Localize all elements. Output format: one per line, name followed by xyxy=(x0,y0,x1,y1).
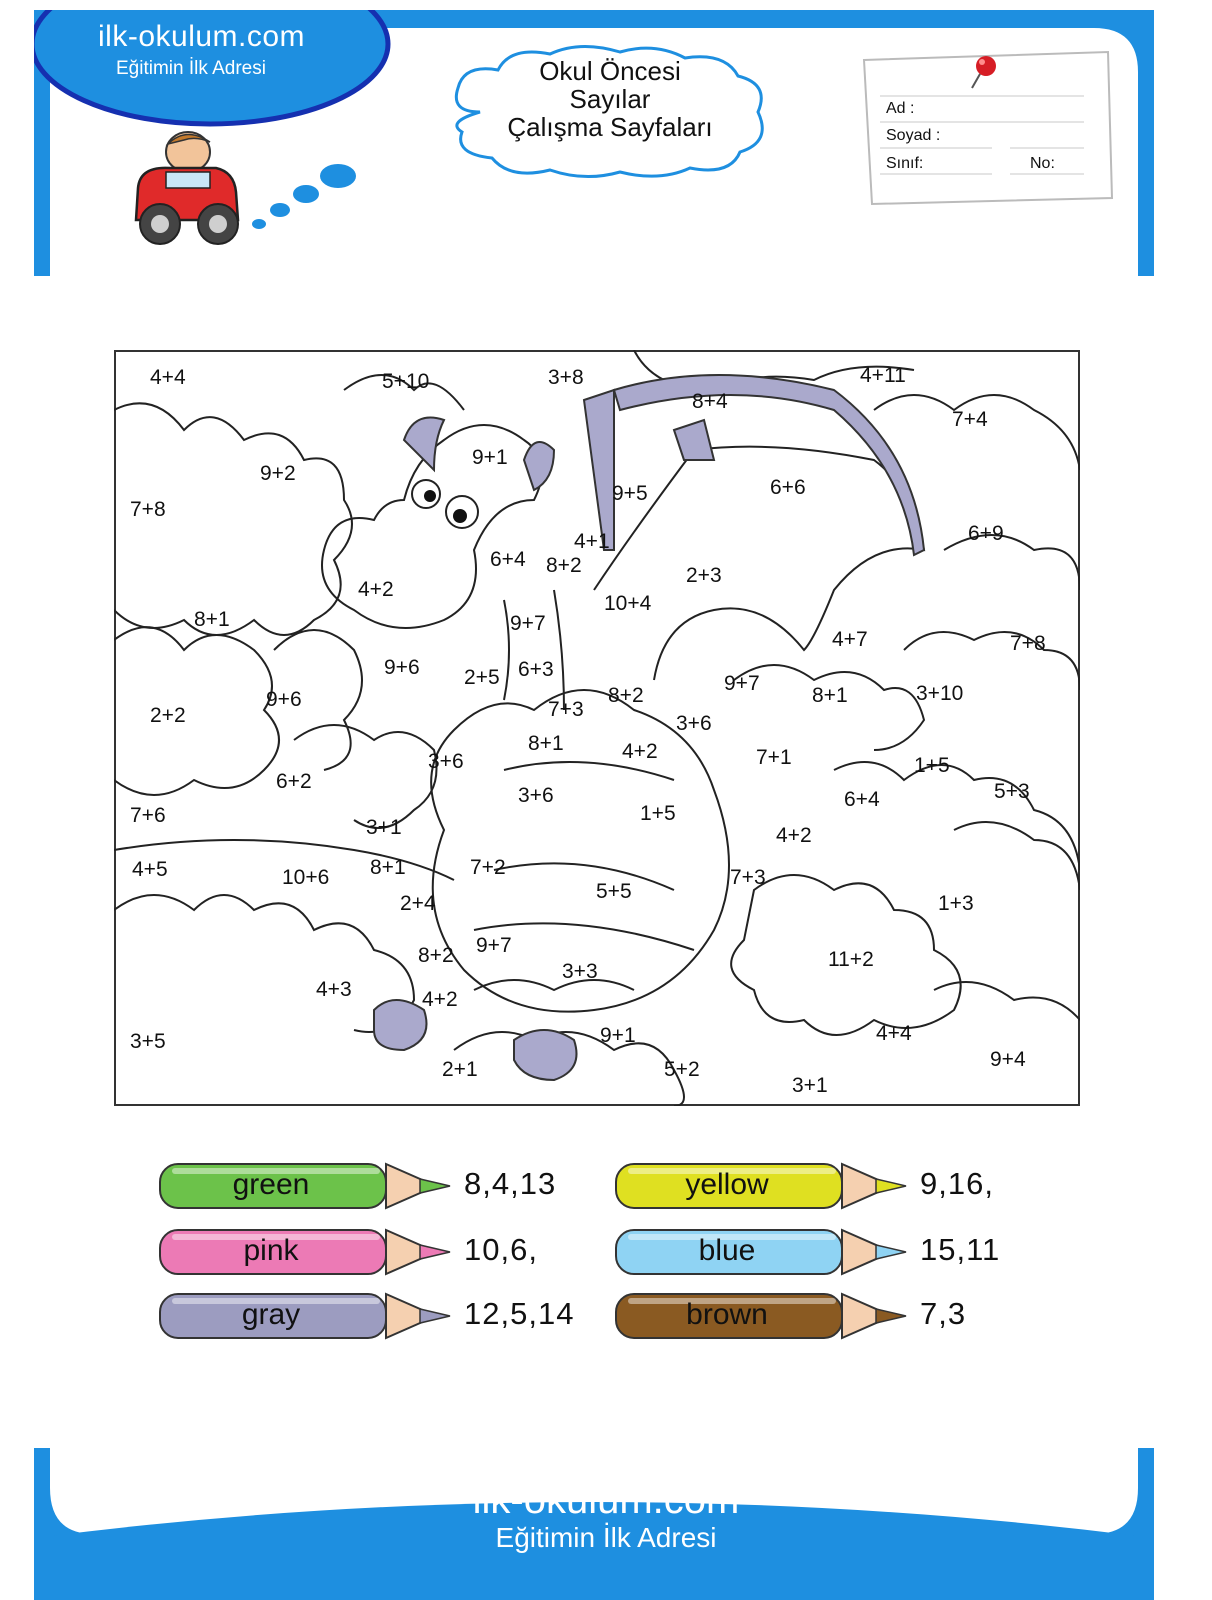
puzzle-expression: 7+3 xyxy=(730,866,766,889)
title-line-3: Çalışma Sayfaları xyxy=(507,112,713,142)
puzzle-expression: 7+2 xyxy=(470,856,506,879)
card-soyad-label: Soyad : xyxy=(886,127,941,144)
puzzle-expression: 4+2 xyxy=(358,578,394,601)
puzzle-expression: 6+9 xyxy=(968,522,1004,545)
puzzle-expression: 5+2 xyxy=(664,1058,700,1081)
puzzle-expression: 9+1 xyxy=(472,446,508,469)
puzzle-expression: 4+2 xyxy=(422,988,458,1011)
puzzle-expression: 4+7 xyxy=(832,628,868,651)
puzzle-expression: 5+10 xyxy=(382,370,430,393)
puzzle-expression: 5+5 xyxy=(596,880,632,903)
puzzle-expression: 8+1 xyxy=(194,608,230,631)
puzzle-expression: 4+11 xyxy=(860,364,906,387)
puzzle-expression: 7+3 xyxy=(548,698,584,721)
puzzle-expression: 8+1 xyxy=(370,856,406,879)
puzzle-expression: 4+5 xyxy=(132,858,168,881)
puzzle-expression: 2+4 xyxy=(400,892,436,915)
puzzle-expression: 9+4 xyxy=(990,1048,1026,1071)
legend-values: 10,6, xyxy=(464,1232,538,1267)
puzzle-expression: 2+3 xyxy=(686,564,722,587)
puzzle-expression: 6+2 xyxy=(276,770,312,793)
puzzle-expression: 7+6 xyxy=(130,804,166,827)
puzzle-expression: 9+7 xyxy=(724,672,760,695)
puzzle-expression: 8+1 xyxy=(812,684,848,707)
puzzle-expression: 7+8 xyxy=(1010,632,1046,655)
puzzle-expression: 6+4 xyxy=(844,788,880,811)
card-sinif-label: Sınıf: xyxy=(886,155,924,172)
mascot-car-icon xyxy=(126,128,356,258)
puzzle-expression: 1+3 xyxy=(938,892,974,915)
puzzle-expression: 9+6 xyxy=(384,656,420,679)
puzzle-expression: 1+5 xyxy=(914,754,950,777)
puzzle-expression: 9+5 xyxy=(612,482,648,505)
footer-site-name: ilk-okulum.com xyxy=(472,1478,740,1522)
puzzle-expression: 3+8 xyxy=(548,366,584,389)
legend-values: 9,16, xyxy=(920,1166,994,1201)
legend-values: 12,5,14 xyxy=(464,1296,575,1331)
legend-color-name: brown xyxy=(686,1298,768,1331)
puzzle-expression: 11+2 xyxy=(828,948,874,971)
puzzle-expression: 3+5 xyxy=(130,1030,166,1053)
puzzle-expression: 6+6 xyxy=(770,476,806,499)
puzzle-expression: 3+1 xyxy=(366,816,402,839)
puzzle-expression: 3+6 xyxy=(428,750,464,773)
footer-tagline: Eğitimin İlk Adresi xyxy=(495,1522,717,1553)
title-line-2: Sayılar xyxy=(569,84,651,114)
puzzle-expression: 3+6 xyxy=(518,784,554,807)
puzzle-expression: 4+3 xyxy=(316,978,352,1001)
puzzle-expression: 3+10 xyxy=(916,682,964,705)
puzzle-expression: 4+4 xyxy=(150,366,186,389)
puzzle-expression: 9+6 xyxy=(266,688,302,711)
puzzle-expression: 5+3 xyxy=(994,780,1030,803)
coloring-puzzle xyxy=(114,350,1080,1106)
legend-values: 8,4,13 xyxy=(464,1166,557,1201)
puzzle-expression: 9+7 xyxy=(476,934,512,957)
card-no-label: No: xyxy=(1030,155,1055,172)
puzzle-expression: 9+7 xyxy=(510,612,546,635)
puzzle-expression: 2+1 xyxy=(442,1058,478,1081)
puzzle-expression: 8+2 xyxy=(608,684,644,707)
puzzle-expression: 7+4 xyxy=(952,408,988,431)
puzzle-expression: 2+2 xyxy=(150,704,186,727)
legend-color-name: pink xyxy=(243,1234,299,1267)
puzzle-expression: 7+1 xyxy=(756,746,792,769)
puzzle-expression: 3+3 xyxy=(562,960,598,983)
puzzle-expression: 8+1 xyxy=(528,732,564,755)
legend-color-name: yellow xyxy=(685,1168,769,1201)
puzzle-expression: 6+3 xyxy=(518,658,554,681)
header-tagline: Eğitimin İlk Adresi xyxy=(116,58,266,79)
puzzle-expression: 8+4 xyxy=(692,390,728,413)
puzzle-expression: 4+2 xyxy=(776,824,812,847)
puzzle-expression: 8+2 xyxy=(418,944,454,967)
puzzle-expression: 9+2 xyxy=(260,462,296,485)
title-line-1: Okul Öncesi xyxy=(539,56,681,86)
card-ad-label: Ad : xyxy=(886,100,915,117)
puzzle-expression: 3+1 xyxy=(792,1074,828,1097)
puzzle-expression: 2+5 xyxy=(464,666,500,689)
legend-color-name: gray xyxy=(241,1298,301,1331)
puzzle-expression: 10+6 xyxy=(282,866,330,889)
puzzle-expression: 4+2 xyxy=(622,740,658,763)
puzzle-expression: 7+8 xyxy=(130,498,166,521)
legend-values: 15,11 xyxy=(920,1232,1001,1267)
puzzle-expression: 3+6 xyxy=(676,712,712,735)
puzzle-expression: 8+2 xyxy=(546,554,582,577)
puzzle-expression: 10+4 xyxy=(604,592,652,615)
puzzle-expression: 1+5 xyxy=(640,802,676,825)
puzzle-expression: 4+4 xyxy=(876,1022,912,1045)
puzzle-expression: 6+4 xyxy=(490,548,526,571)
legend-color-name: green xyxy=(232,1168,310,1201)
header-site-name: ilk-okulum.com xyxy=(98,20,306,53)
puzzle-expression: 9+1 xyxy=(600,1024,636,1047)
legend-values: 7,3 xyxy=(920,1296,967,1331)
puzzle-expression: 4+1 xyxy=(574,530,610,553)
legend-color-name: blue xyxy=(698,1234,756,1267)
